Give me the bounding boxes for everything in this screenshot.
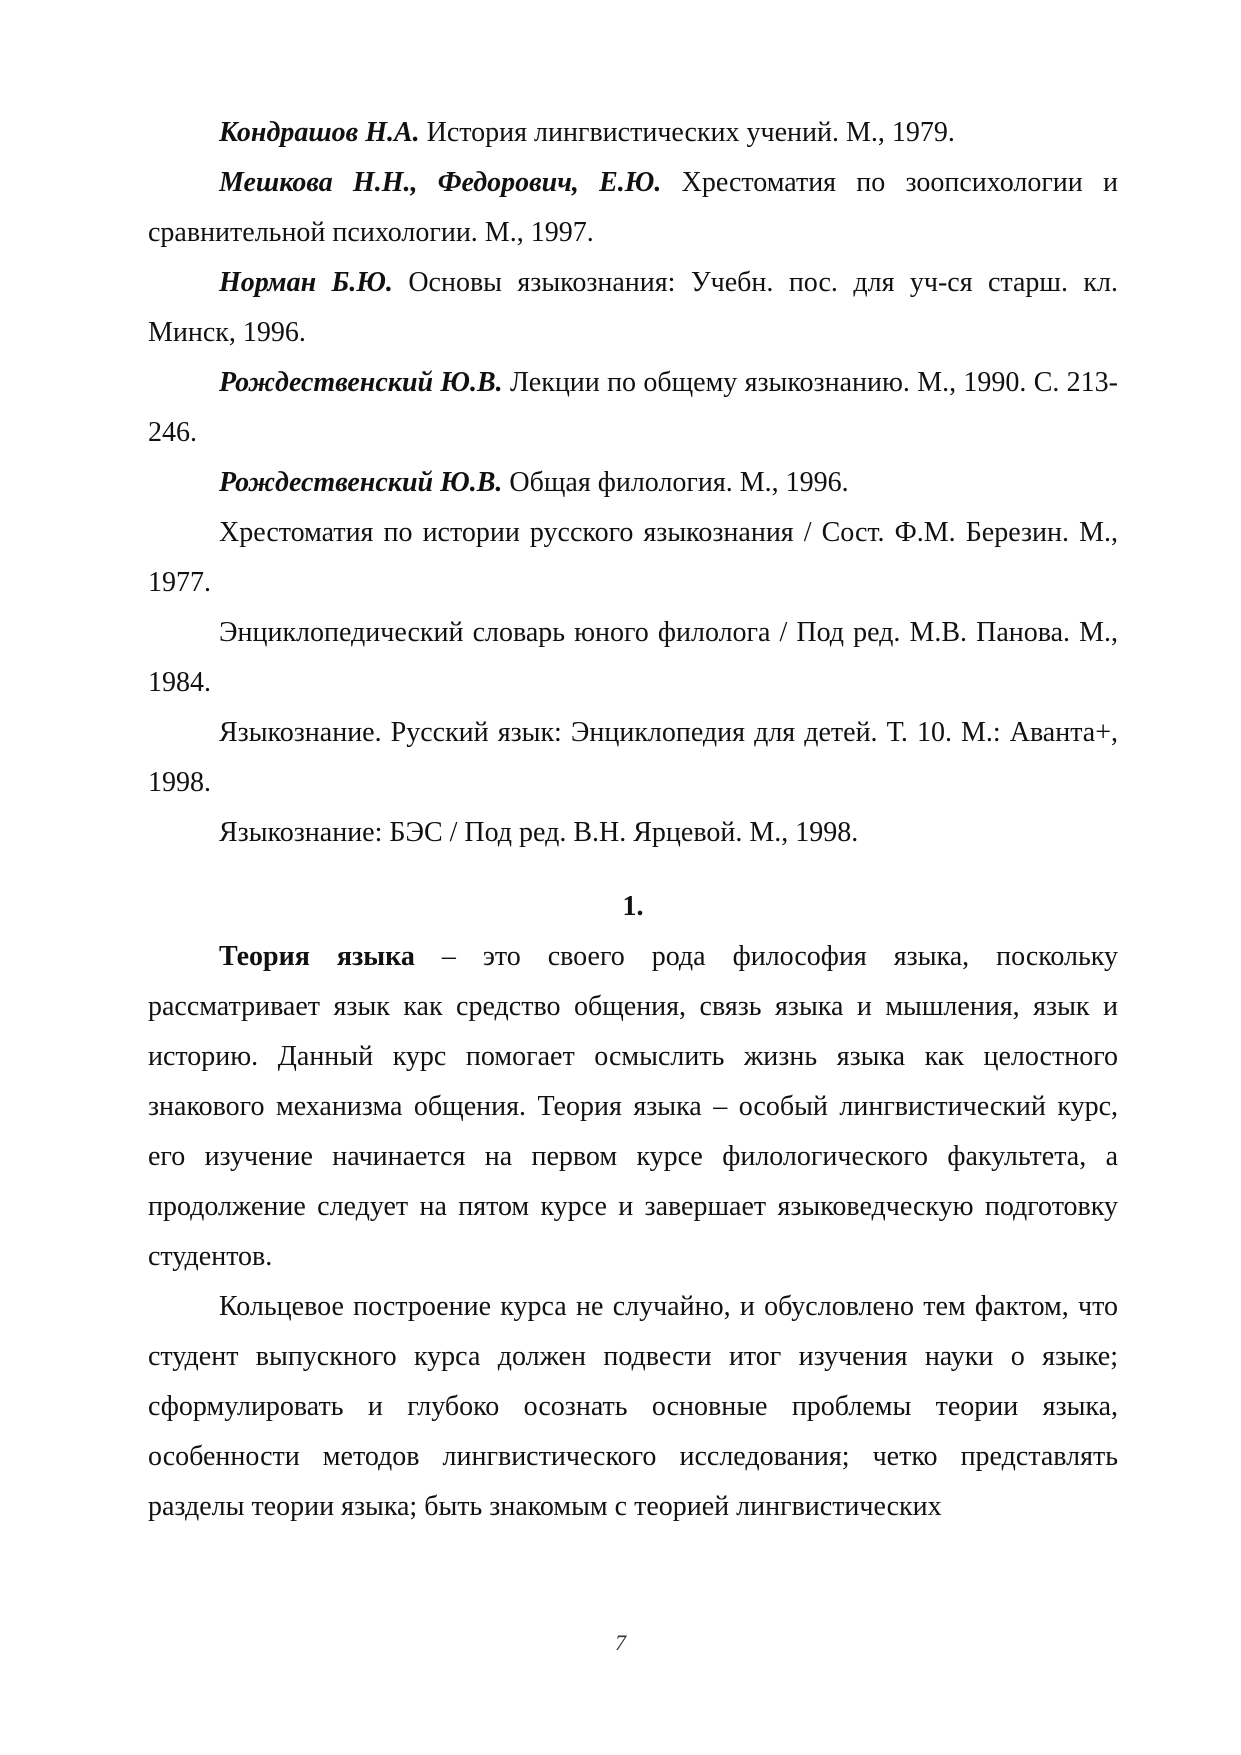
body-paragraph (148, 932, 1118, 1282)
reference-entry (148, 608, 1118, 708)
reference-text: Основы языкознания: Учебн. пос. для уч-ся старш. кл. Минск, 1996. (148, 267, 1118, 348)
reference-text: Языкознание: БЭС / Под ред. В.Н. Ярцевой. М., 1998. (219, 817, 859, 848)
paragraph-term: Теория языка (219, 941, 415, 972)
reference-author: Рождественский Ю.В. (219, 367, 503, 398)
section-heading: 1. (622, 891, 644, 922)
body-paragraph: Кольцевое построение курса не случайно, и обусловлено тем фактом, что студент выпускного курса должен подвести итог изучения науки о языке; сформулировать и глубоко осознать основные проблемы теории языка, особенности методов лингвистического исследования; четко представлять разделы теории языка; быть знакомым с теорией лингвистических (148, 1291, 1118, 1522)
reference-author: Норман Б.Ю. (219, 267, 393, 298)
reference-text: Хрестоматия по зоопсихологии и сравнительной психологии. М., 1997. (148, 167, 1118, 248)
reference-text: Языкознание. Русский язык: Энциклопедия для детей. Т. 10. М.: Аванта+, 1998. (148, 717, 1118, 798)
reference-entry (148, 458, 1118, 508)
reference-author: Кондрашов Н.А. (219, 117, 420, 148)
paragraph-text: – это своего рода философия языка, поскольку рассматривает язык как средство общения, связь языка и мышления, язык и историю. Данный курс помогает осмыслить жизнь языка как целостного знакового механизма общения. Теория языка – особый лингвистический курс, его изучение начинается на первом курсе филологического факультета, а продолжение следует на пятом курсе и завершает языковедческую подготовку студентов. (148, 941, 1119, 1272)
reference-entry (148, 108, 1118, 158)
reference-entry (148, 258, 1118, 358)
reference-author: Мешкова Н.Н., Федорович, Е.Ю. (219, 167, 662, 198)
reference-text: Энциклопедический словарь юного филолога / Под ред. М.В. Панова. М., 1984. (148, 617, 1118, 698)
reference-entry (148, 508, 1118, 608)
reference-author: Рождественский Ю.В. (219, 467, 503, 498)
reference-text: Лекции по общему языкознанию. М., 1990. С. 213-246. (148, 367, 1118, 448)
reference-entry (148, 708, 1118, 808)
page-number: 7 (615, 1630, 626, 1655)
reference-list (148, 108, 1118, 858)
reference-entry (148, 158, 1118, 258)
reference-text: Общая филология. М., 1996. (509, 467, 849, 498)
reference-text: Хрестоматия по истории русского языкознания / Сост. Ф.М. Березин. М., 1977. (148, 517, 1118, 598)
reference-entry (148, 358, 1118, 458)
reference-entry (148, 808, 1118, 858)
reference-text: История лингвистических учений. М., 1979. (426, 117, 955, 148)
page-body (148, 108, 1118, 1532)
